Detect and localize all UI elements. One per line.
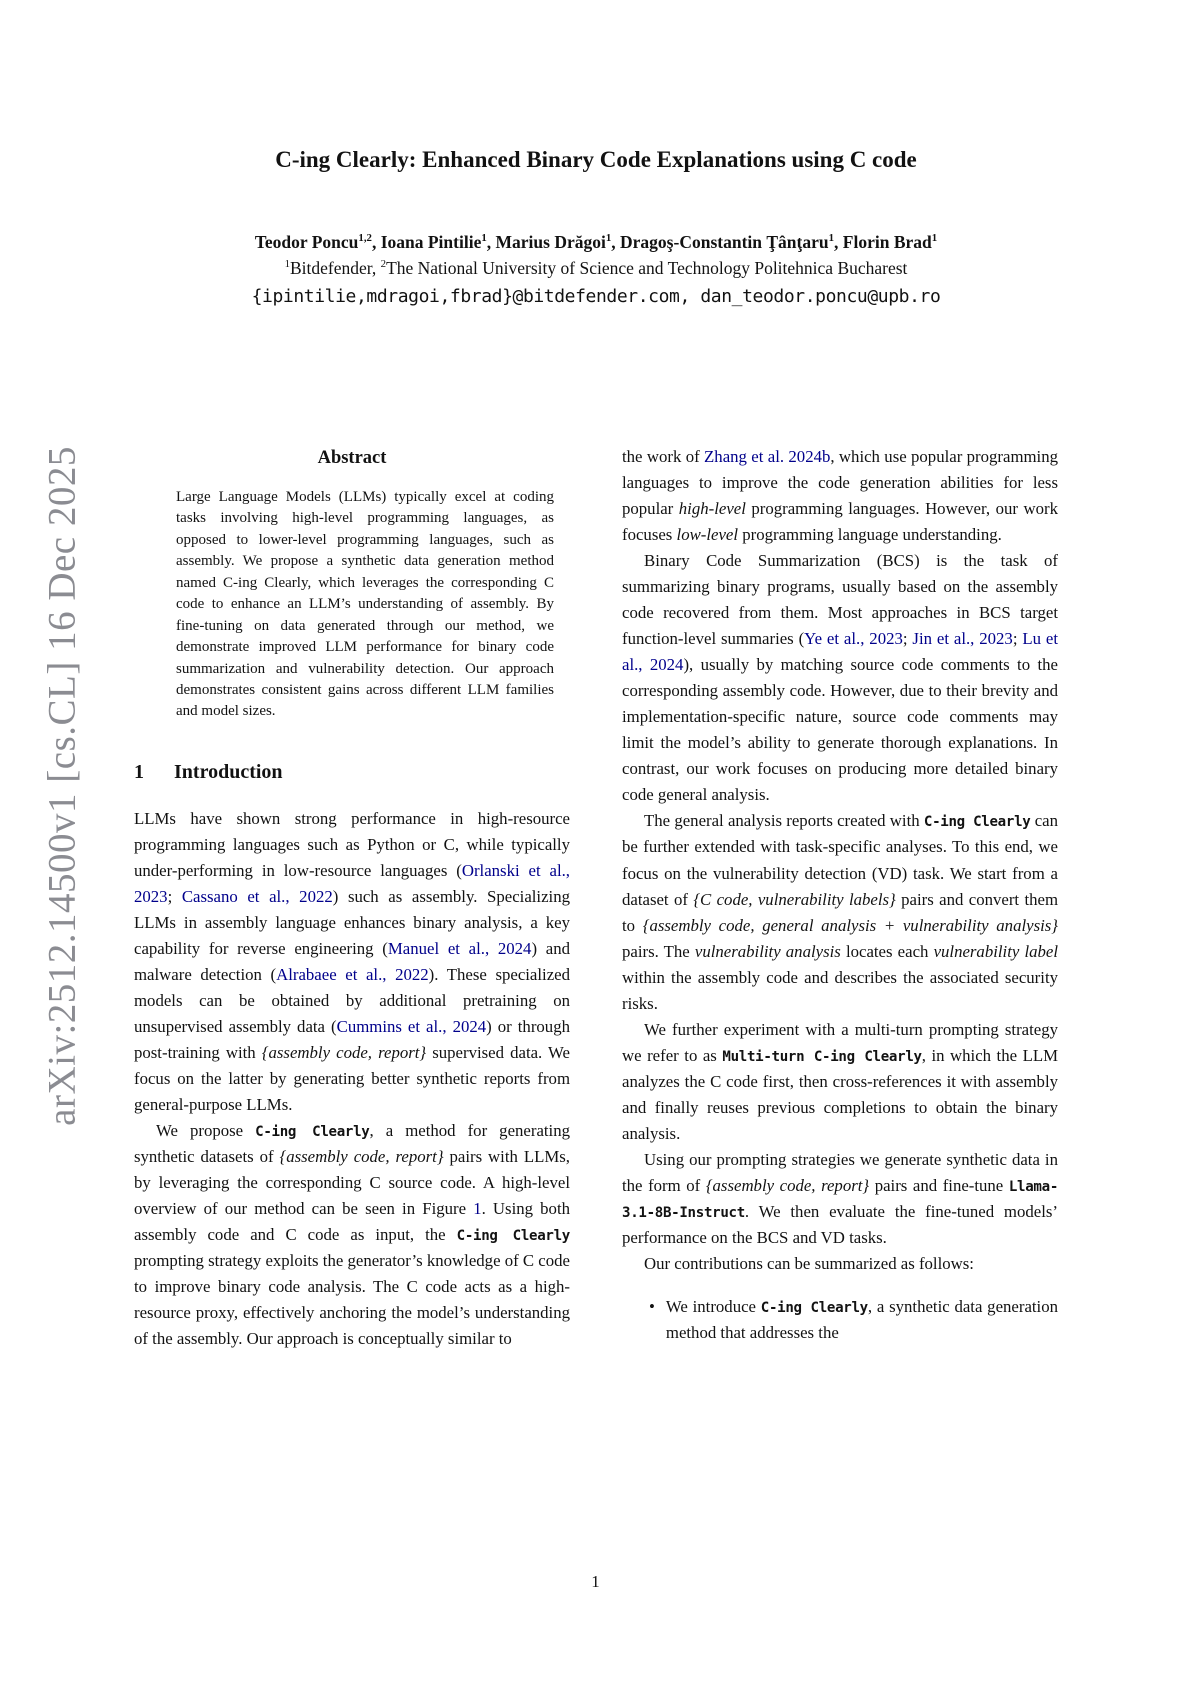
citation-link[interactable]: Ye et al., 2023 (804, 629, 903, 649)
affiliation-sup: 2 (380, 258, 387, 271)
text-segment: {assembly code, report} (705, 1175, 870, 1195)
paragraph (134, 806, 570, 1118)
text-segment: LLMs have shown strong performance in high-resource programming languages such as Python or C, while typically under-performing in low-resource languages ( (134, 808, 570, 880)
text-segment: ) and malware detection ( (134, 938, 570, 984)
paragraph (622, 548, 1058, 808)
citation-link[interactable]: Cassano et al., 2022 (181, 886, 333, 906)
author-affiliation-sup: 1 (828, 231, 835, 244)
author-name: Florin Brad (842, 231, 932, 252)
text-segment: ) such as assembly. Specializing LLMs in assembly language enhances binary analysis, a key capability for reverse engineering ( (134, 886, 570, 958)
text-segment: the work of (622, 447, 705, 466)
text-segment: within the assembly code and describes the associated security risks. (622, 967, 1058, 1013)
text-segment: pairs. The (622, 941, 695, 961)
two-column-body (134, 444, 1058, 1352)
text-segment: pairs and convert them to (622, 889, 1058, 935)
text-segment: pairs and fine-tune (869, 1175, 1009, 1195)
emails-line: {ipintilie,mdragoi,fbrad}@bitdefender.com, dan_teodor.poncu@upb.ro (251, 286, 941, 308)
text-segment: ; (1012, 629, 1023, 649)
text-segment: vulnerability analysis (694, 941, 841, 961)
paper-header (134, 146, 1058, 307)
text-segment: Using our prompting strategies we generate synthetic data in the form of (622, 1149, 1058, 1195)
paragraph (622, 444, 1058, 548)
author-affiliation-sup: 1 (481, 231, 487, 244)
text-segment: , a method for generating synthetic datasets of (134, 1121, 571, 1167)
text-segment: ; (902, 629, 913, 649)
citation-link[interactable]: Lu et al., 2024 (622, 629, 1058, 675)
affiliation-sup: 1 (284, 258, 290, 271)
left-column (134, 444, 570, 1352)
citation-link[interactable]: Alrabaee et al., 2022 (276, 965, 429, 984)
abstract-text (176, 487, 554, 723)
text-segment: locates each (840, 941, 934, 961)
text-segment: Large Language Models (LLMs) typically excel at coding tasks involving high-level programming languages, as opposed to lower-level programming languages, such as assembly. We propose a synthetic data generation method named C-ing Clearly, which leverages the corresponding C code to enhance an LLM’s understanding of assembly. By fine-tuning on data generated through our method, we demonstrate improved LLM performance for binary code summarization and vulnerability detection. Our approach demonstrates consistent gains across different LLM families and model sizes. (176, 489, 554, 720)
citation-link[interactable]: Orlanski et al., 2023 (134, 860, 570, 906)
text-segment: We propose (156, 1121, 256, 1141)
figure-ref-link[interactable]: 1 (473, 1199, 482, 1219)
text-segment: C-ing Clearly (923, 814, 1031, 831)
text-segment: . We then evaluate the fine-tuned models’ performance on the BCS and VD tasks. (622, 1201, 1058, 1247)
text-segment: Llama-3.1-8B-Instruct (622, 1178, 1059, 1221)
author-name: Ioana Pintilie (380, 231, 482, 252)
text-segment: high-level (678, 499, 746, 519)
text-segment: . Using both assembly code and C code as input, the (134, 1199, 570, 1245)
section-heading-introduction (134, 761, 570, 784)
text-segment: C-ing Clearly (760, 1300, 868, 1316)
paragraph (622, 808, 1058, 1016)
author-name: Marius Drăgoi (495, 231, 606, 252)
text-segment: pairs with LLMs, by leveraging the corresponding C source code. A high-level overview of our method can be seen in Figure (134, 1147, 570, 1219)
author-name: Teodor Poncu (254, 231, 359, 252)
text-segment: low-level (676, 525, 739, 545)
authors-line: Teodor Poncu$^{1,2}$, Ioana Pintilie$^1$, Marius Drăgoi$^1$, Dragoş-Constantin Ţânţaru$^1$, Florin Brad$^1$ (254, 231, 938, 252)
bullet-text (666, 1294, 1058, 1346)
page-number: 1 (591, 1572, 600, 1591)
text-segment: supervised data. We focus on the latter by generating better synthetic reports from general-purpose LLMs. (134, 1043, 570, 1115)
section-number: 1 (134, 760, 144, 783)
text-segment: Multi-turn C-ing Clearly (722, 1048, 922, 1065)
text-segment: {assembly code, report} (261, 1043, 427, 1063)
text-segment: , which use popular programming languages to improve the code generation abilities for less popular (622, 447, 1058, 519)
right-column (622, 444, 1058, 1352)
citation-link[interactable]: Zhang et al. 2024b (704, 447, 831, 466)
text-segment: ) or through post-training with (134, 1017, 570, 1063)
affiliation-name: The National University of Science and Technology Politehnica Bucharest (386, 258, 908, 279)
paragraph (622, 1147, 1058, 1251)
bullet-marker-icon: • (649, 1297, 655, 1316)
affiliation-name: Bitdefender, (289, 258, 381, 279)
text-segment: ), usually by matching source code comments to the corresponding assembly code. However, due to their brevity and implementation-specific nature, source code comments may limit the model’s ability to generate thorough explanations. In contrast, our work focuses on producing more detailed binary code general analysis. (622, 655, 1058, 805)
text-segment: The general analysis reports created with (644, 811, 924, 831)
paragraph (134, 1118, 570, 1352)
text-segment: We further experiment with a multi-turn prompting strategy we refer to as (622, 1019, 1058, 1065)
text-segment: {assembly code, report} (279, 1147, 444, 1167)
arxiv-watermark: arXiv:2512.14500v1 [cs.CL] 16 Dec 2025 (40, 446, 84, 1126)
text-segment: Binary Code Summarization (BCS) is the task of summarizing binary programs, usually based on the assembly code recovered from them. Most approaches in BCS target function-level summaries ( (622, 551, 1058, 649)
text-segment: ). These specialized models can be obtained by additional pretraining on unsupervised assembly data ( (134, 965, 570, 1037)
text-segment: , a synthetic data generation method that addresses the (665, 1297, 1059, 1343)
text-segment: We introduce (665, 1297, 761, 1316)
text-segment: programming languages. However, our work focuses (622, 499, 1058, 545)
abstract-heading: Abstract (317, 448, 387, 468)
text-segment: ; (167, 886, 182, 906)
paragraph (622, 1251, 1058, 1277)
text-segment: {C code, vulnerability labels} (693, 889, 896, 909)
text-segment: Our contributions can be summarized as follows: (644, 1253, 974, 1273)
text-segment: can be further extended with task-specific analyses. To this end, we focus on the vulnerability detection (VD) task. We start from a dataset of (622, 811, 1059, 909)
text-segment: {assembly code, general analysis + vulnerability analysis} (642, 915, 1059, 935)
citation-link[interactable]: Cummins et al., 2024 (336, 1017, 487, 1037)
paper-title: C-ing Clearly: Enhanced Binary Code Explanations using C code (275, 147, 917, 172)
citation-link[interactable]: Jin et al., 2023 (912, 629, 1013, 649)
text-segment: C-ing Clearly (255, 1124, 370, 1141)
section-title: Introduction (174, 760, 283, 783)
affiliations-line (134, 258, 1058, 279)
text-segment: C-ing Clearly (456, 1228, 571, 1245)
author-name: Dragoş-Constantin Ţânţaru (620, 231, 829, 252)
text-segment: vulnerability label (933, 941, 1059, 961)
citation-link[interactable]: Manuel et al., 2024 (387, 938, 532, 958)
paragraph (622, 1017, 1058, 1147)
text-segment: , in which the LLM analyzes the C code first, then cross-references it with assembly and finally reuses previous completions to obtain the binary analysis. (622, 1045, 1059, 1143)
text-segment: programming language understanding. (738, 525, 1002, 545)
text-segment: prompting strategy exploits the generator’s knowledge of C code to improve binary code analysis. The C code acts as a high-resource proxy, effectively anchoring the model’s understanding of the assembly. Our approach is conceptually similar to (134, 1251, 570, 1349)
bullet-item (622, 1294, 1058, 1346)
page-footer (0, 1572, 1191, 1592)
author-affiliation-sup: 1 (931, 231, 938, 244)
author-affiliation-sup: 1,2 (358, 231, 372, 244)
author-affiliation-sup: 1 (605, 231, 612, 244)
